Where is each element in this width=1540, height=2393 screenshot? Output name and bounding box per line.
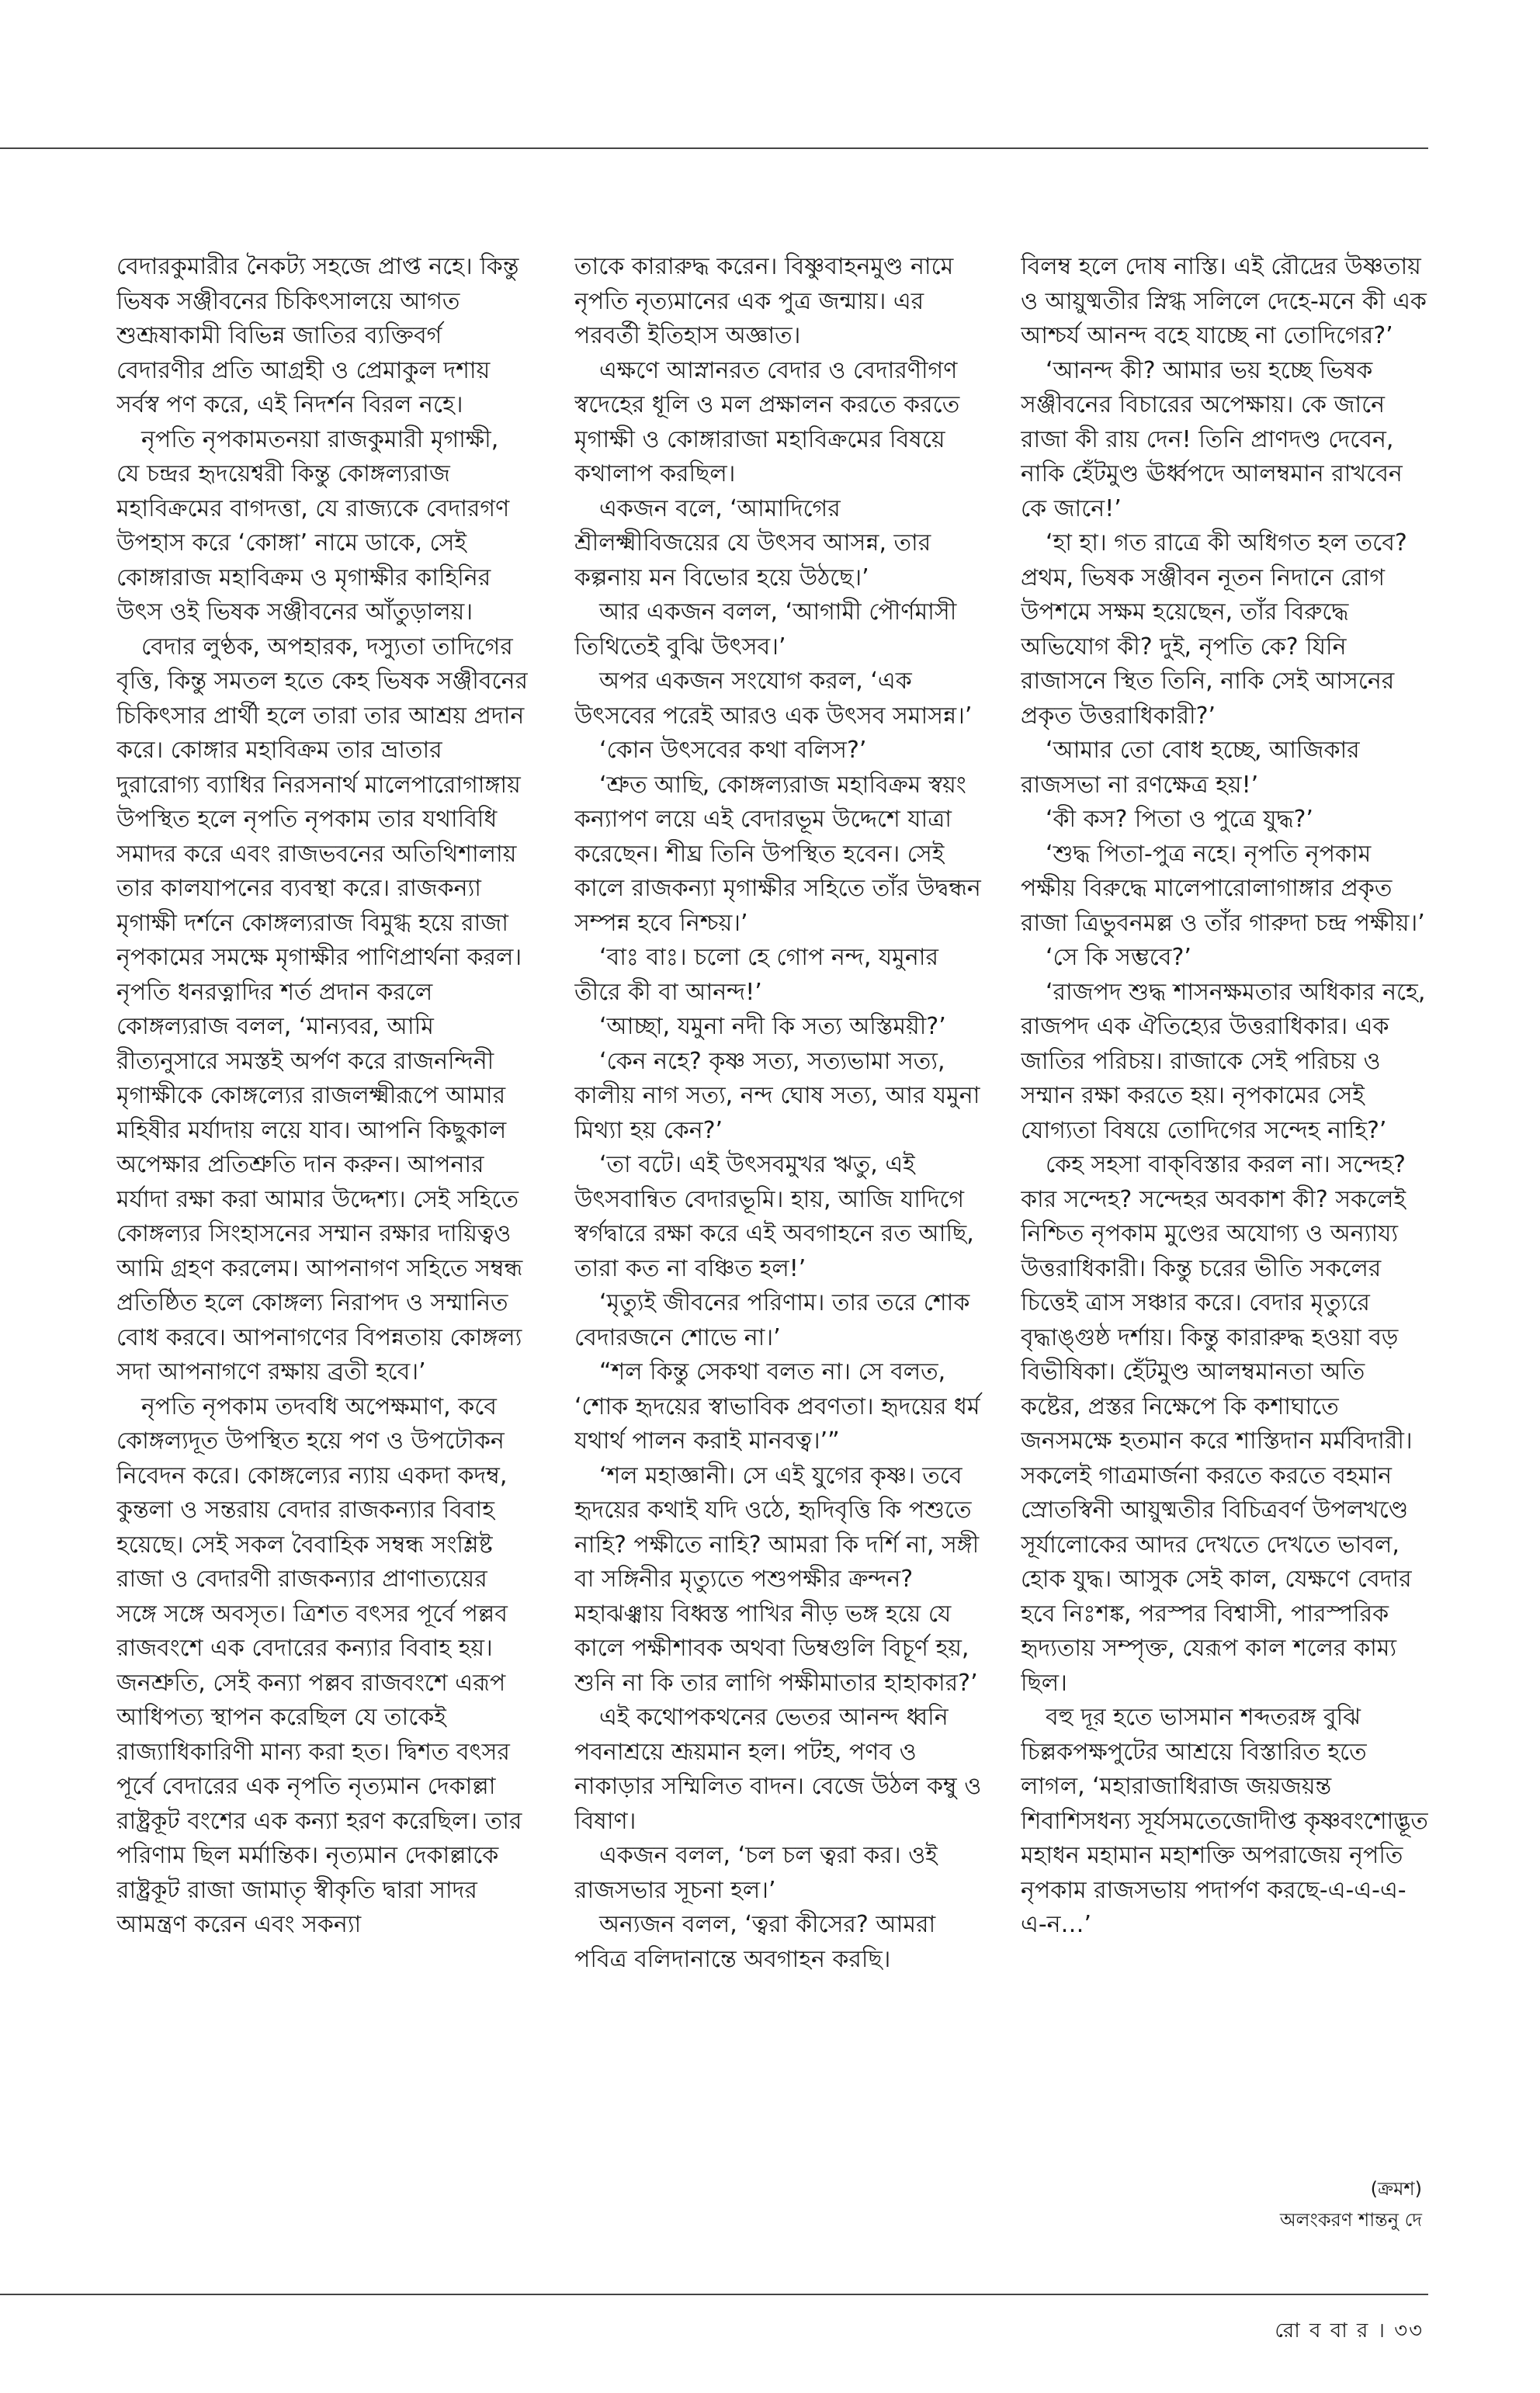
magazine-name: রো ব বা র bbox=[1275, 2319, 1370, 2343]
text-column-1 bbox=[116, 250, 528, 2237]
illustration-credit: অলংকরণ শান্তনু দে bbox=[1279, 2209, 1422, 2231]
text-column-3 bbox=[1021, 250, 1428, 2159]
paragraph: বেদার লুণ্ঠক, অপহারক, দস্যুতা তাদিগের বৃত্তি, কিন্তু সমতল হতে কেহ ভিষক সঞ্জীবনের চিকিৎসার প্রার্থী হলে তারা তার আশ্রয় প্রদান করে। কোঙ্গার মহাবিক্রম তার ভ্রাতার দুরারোগ্য ব্যাধির নিরসনার্থ মালেপারোগাঙ্গায় উপস্থিত হলে নৃপতি নৃপকাম তার যথাবিধি সমাদর করে এবং রাজভবনের অতিথিশালায় তার কালযাপনের ব্যবস্থা করে। রাজকন্যা মৃগাক্ষী দর্শনে কোঙ্গল্যরাজ বিমুগ্ধ হয়ে রাজা নৃপকামের সমক্ষে মৃগাক্ষীর পাণিপ্রার্থনা করল। নৃপতি ধনরত্নাদির শর্ত প্রদান করলে কোঙ্গল্যরাজ বলল, ‘মান্যবর, আমি রীত্যনুসারে সমস্তই অর্পণ করে রাজনন্দিনী মৃগাক্ষীকে কোঙ্গল্যের রাজলক্ষ্মীরূপে আমার মহিষীর মর্যাদায় লয়ে যাব। আপনি কিছুকাল অপেক্ষার প্রতিশ্রুতি দান করুন। আপনার মর্যাদা রক্ষা করা আমার উদ্দেশ্য। সেই সহিতে কোঙ্গল্যর সিংহাসনের সম্মান রক্ষার দায়িত্বও আমি গ্রহণ করলেম। আপনাগণ সহিতে সম্বন্ধ প্রতিষ্ঠিত হলে কোঙ্গল্য নিরাপদ ও সম্মানিত বোধ করবে। আপনাগণের বিপন্নতায় কোঙ্গল্য সদা আপনাগণে রক্ষায় ব্রতী হবে।’ bbox=[116, 633, 528, 1386]
continued-note: (ক্রমশ) bbox=[1370, 2178, 1422, 2200]
page-number: ৩৩ bbox=[1394, 2319, 1424, 2343]
page-footer bbox=[1275, 2315, 1424, 2349]
paragraph: ‘শ্রুত আছি, কোঙ্গল্যরাজ মহাবিক্রম স্বয়ং কন্যাপণ লয়ে এই বেদারভূম উদ্দেশে যাত্রা করেছেন। শীঘ্র তিনি উপস্থিত হবেন। সেই কালে রাজকন্যা মৃগাক্ষীর সহিতে তাঁর উদ্বন্ধন সম্পন্ন হবে নিশ্চয়।’ bbox=[574, 771, 981, 937]
paragraph: আর একজন বলল, ‘আগামী পৌর্ণমাসী তিথিতেই বুঝি উৎসব।’ bbox=[574, 598, 957, 661]
paragraph: নৃপতি নৃপকাম তদবধি অপেক্ষমাণ, কবে কোঙ্গল্যদূত উপস্থিত হয়ে পণ ও উপঢৌকন নিবেদন করে। কোঙ্গল্যের ন্যায় একদা কদম্ব, কুন্তলা ও সন্তরায় বেদার রাজকন্যার বিবাহ হয়েছে। সেই সকল বৈবাহিক সম্বন্ধ সংশ্লিষ্ট রাজা ও বেদারণী রাজকন্যার প্রাণাত্যয়ের সঙ্গে সঙ্গে অবসৃত। ত্রিশত বৎসর পূর্বে পল্লব রাজবংশে এক বেদারের কন্যার বিবাহ হয়। জনশ্রুতি, সেই কন্যা পল্লব রাজবংশে এরূপ আধিপত্য স্থাপন করেছিল যে তাকেই রাজ্যাধিকারিণী মান্য করা হত। দ্বিশত বৎসর পূর্বে বেদারের এক নৃপতি নৃত্যমান দেকাল্লা রাষ্ট্রকূট বংশের এক কন্যা হরণ করেছিল। তার পরিণাম ছিল মর্মান্তিক। নৃত্যমান দেকাল্লাকে রাষ্ট্রকূট রাজা জামাতৃ স্বীকৃতি দ্বারা সাদর আমন্ত্রণ করেন এবং সকন্যা bbox=[116, 1392, 522, 1938]
paragraph: ‘শল মহাজ্ঞানী। সে এই যুগের কৃষ্ণ। তবে হৃদয়ের কথাই যদি ওঠে, হৃদিবৃত্তি কি পশুতে নাহি? পক্ষীতে নাহি? আমরা কি দর্শি না, সঙ্গী বা সঙ্গিনীর মৃত্যুতে পশুপক্ষীর ক্রন্দন? মহাঝঞ্ঝায় বিধ্বস্ত পাখির নীড় ভঙ্গ হয়ে যে কালে পক্ষীশাবক অথবা ডিম্বগুলি বিচূর্ণ হয়, শুনি না কি তার লাগি পক্ষীমাতার হাহাকার?’ bbox=[574, 1462, 980, 1697]
paragraph: ‘হা হা। গত রাত্রে কী অধিগত হল তবে? প্রথম, ভিষক সঞ্জীবন নূতন নিদানে রোগ উপশমে সক্ষম হয়েছেন, তাঁর বিরুদ্ধে অভিযোগ কী? দুই, নৃপতি কে? যিনি রাজাসনে স্থিত তিনি, নাকি সেই আসনের প্রকৃত উত্তরাধিকারী?’ bbox=[1021, 529, 1407, 730]
paragraph: তাকে কারারুদ্ধ করেন। বিষ্ণুবাহনমুণ্ড নামে নৃপতি নৃত্যমানের এক পুত্র জন্মায়। এর পরবর্তী ইতিহাস অজ্ঞাত। bbox=[574, 253, 954, 349]
bottom-rule bbox=[0, 2294, 1428, 2295]
paragraph: অন্যজন বলল, ‘ত্বরা কীসের? আমরা পবিত্র বলিদানান্তে অবগাহন করছি। bbox=[574, 1911, 936, 1973]
paragraph: অপর একজন সংযোগ করল, ‘এক উৎসবের পরেই আরও এক উৎসব সমাসন্ন।’ bbox=[574, 668, 973, 730]
paragraph: নৃপতি নৃপকামতনয়া রাজকুমারী মৃগাক্ষী, যে চন্দ্রর হৃদয়েশ্বরী কিন্তু কোঙ্গল্যরাজ মহাবিক্রমের বাগদত্তা, যে রাজ্যকে বেদারগণ উপহাস করে ‘কোঙ্গা’ নামে ডাকে, সেই কোঙ্গারাজ মহাবিক্রম ও মৃগাক্ষীর কাহিনির উৎস ওই ভিষক সঞ্জীবনের আঁতুড়ালয়। bbox=[116, 425, 510, 626]
paragraph: ‘আমার তো বোধ হচ্ছে, আজিকার রাজসভা না রণক্ষেত্র হয়!’ bbox=[1021, 737, 1360, 799]
paragraph: ‘রাজপদ শুদ্ধ শাসনক্ষমতার অধিকার নহে, রাজপদ এক ঐতিহ্যের উত্তরাধিকার। এক জাতির পরিচয়। রাজাকে সেই পরিচয় ও সম্মান রক্ষা করতে হয়। নৃপকামের সেই যোগ্যতা বিষয়ে তোদিগের সন্দেহ নাহি?’ bbox=[1021, 978, 1426, 1144]
top-rule bbox=[0, 147, 1428, 149]
paragraph: কেহ সহসা বাক্‌বিস্তার করল না। সন্দেহ? কার সন্দেহ? সন্দেহর অবকাশ কী? সকলেই নিশ্চিত নৃপকাম মুণ্ডের অযোগ্য ও অন্যায্য উত্তরাধিকারী। কিন্তু চরের ভীতি সকলের চিত্তেই ত্রাস সঞ্চার করে। বেদার মৃত্যুরে বৃদ্ধাঙ্গুষ্ঠ দর্শায়। কিন্তু কারারুদ্ধ হওয়া বড় বিভীষিকা। হেঁটমুণ্ড আলম্বমানতা অতি কষ্টের, প্রস্তর নিক্ষেপে কি কশাঘাতে জনসমক্ষে হতমান করে শাস্তিদান মর্মবিদারী। সকলেই গাত্রমার্জনা করতে করতে বহমান স্রোতস্বিনী আয়ুষ্মতীর বিচিত্রবর্ণ উপলখণ্ডে সূর্যালোকের আদর দেখতে দেখতে ভাবল, হোক যুদ্ধ। আসুক সেই কাল, যেক্ষণে বেদার হবে নিঃশঙ্ক, পরস্পর বিশ্বাসী, পারস্পরিক হৃদ্যতায় সম্পৃক্ত, যেরূপ কাল শলের কাম্য ছিল। bbox=[1021, 1151, 1413, 1697]
paragraph: একজন বলল, ‘চল চল ত্বরা কর। ওই রাজসভার সূচনা হল।’ bbox=[574, 1842, 938, 1904]
paragraph: “শল কিন্তু সেকথা বলত না। সে বলত, ‘শোক হৃদয়ের স্বাভাবিক প্রবণতা। হৃদয়ের ধর্ম যথার্থ পালন করাই মানবত্ব।’” bbox=[574, 1358, 980, 1455]
paragraph: বহু দূর হতে ভাসমান শব্দতরঙ্গ বুঝি চিল্লকপক্ষপুটের আশ্রয়ে বিস্তারিত হতে লাগল, ‘মহারাজাধিরাজ জয়জয়ন্ত শিবাশিসধন্য সূর্যসমতেজোদীপ্ত কৃষ্ণবংশোদ্ভূত মহাধন মহামান মহাশক্তি অপরাজেয় নৃপতি নৃপকাম রাজসভায় পদার্পণ করছে-এ-এ-এ-এ-ন…’ bbox=[1021, 1704, 1428, 1938]
paragraph: এই কথোপকথনের ভেতর আনন্দ ধ্বনি পবনাশ্রয়ে শ্রূয়মান হল। পটহ, পণব ও নাকাড়ার সম্মিলিত বাদন। বেজে উঠল কম্বু ও বিষাণ। bbox=[574, 1704, 982, 1835]
paragraph: ‘শুদ্ধ পিতা-পুত্র নহে। নৃপতি নৃপকাম পক্ষীয় বিরুদ্ধে মালেপারোলাগাঙ্গার প্রকৃত রাজা ত্রিভুবনমল্ল ও তাঁর গারুদা চন্দ্র পক্ষীয়।’ bbox=[1021, 840, 1425, 937]
paragraph: বেদারকুমারীর নৈকট্য সহজে প্রাপ্ত নহে। কিন্তু ভিষক সঞ্জীবনের চিকিৎসালয়ে আগত শুশ্রূষাকামী বিভিন্ন জাতির ব্যক্তিবর্গ বেদারণীর প্রতি আগ্রহী ও প্রেমাকুল দশায় সর্বস্ব পণ করে, এই নিদর্শন বিরল নহে। bbox=[116, 253, 519, 418]
paragraph: ‘বাঃ বাঃ। চলো হে গোপ নন্দ, যমুনার তীরে কী বা আনন্দ!’ bbox=[574, 944, 938, 1006]
paragraph: ‘আনন্দ কী? আমার ভয় হচ্ছে ভিষক সঞ্জীবনের বিচারের অপেক্ষায়। কে জানে রাজা কী রায় দেন! তিনি প্রাণদণ্ড দেবেন, নাকি হেঁটমুণ্ড ঊর্ধ্বপদে আলম্বমান রাখবেন কে জানে!’ bbox=[1021, 356, 1403, 522]
paragraph: এক্ষণে আস্নানরত বেদার ও বেদারণীগণ স্বদেহের ধূলি ও মল প্রক্ষালন করতে করতে মৃগাক্ষী ও কোঙ্গারাজা মহাবিক্রমের বিষয়ে কথালাপ করছিল। bbox=[574, 356, 960, 487]
paragraph: বিলম্ব হলে দোষ নাস্তি। এই রৌদ্রের উষ্ণতায় ও আয়ুষ্মতীর স্নিগ্ধ সলিলে দেহে-মনে কী এক আশ্চর্য আনন্দ বহে যাচ্ছে না তোদিগের?’ bbox=[1021, 253, 1427, 349]
folio-separator: । bbox=[1377, 2319, 1386, 2343]
paragraph: ‘কী কস? পিতা ও পুত্রে যুদ্ধ?’ bbox=[1046, 806, 1313, 833]
paragraph: একজন বলে, ‘আমাদিগের শ্রীলক্ষ্মীবিজয়ের যে উৎসব আসন্ন, তার কল্পনায় মন বিভোর হয়ে উঠছে।’ bbox=[574, 494, 931, 591]
text-column-2 bbox=[574, 250, 986, 2237]
byline bbox=[1280, 2173, 1422, 2235]
paragraph: ‘কেন নহে? কৃষ্ণ সত্য, সত্যভামা সত্য, কালীয় নাগ সত্য, নন্দ ঘোষ সত্য, আর যমুনা মিথ্যা হয় কেন?’ bbox=[574, 1047, 980, 1144]
paragraph: ‘মৃত্যুই জীবনের পরিণাম। তার তরে শোক বেদারজনে শোভে না।’ bbox=[574, 1289, 970, 1351]
paragraph: ‘কোন উৎসবের কথা বলিস?’ bbox=[599, 737, 867, 764]
paragraph: ‘সে কি সম্ভবে?’ bbox=[1046, 944, 1191, 971]
paragraph: ‘তা বটে। এই উৎসবমুখর ঋতু, এই উৎসবান্বিত বেদারভূমি। হায়, আজি যাদিগে স্বর্গদ্বারে রক্ষা করে এই অবগাহনে রত আছি, তারা কত না বঞ্চিত হল!’ bbox=[574, 1151, 974, 1282]
paragraph: ‘আচ্ছা, যমুনা নদী কি সত্য অস্তিময়ী?’ bbox=[599, 1013, 946, 1040]
